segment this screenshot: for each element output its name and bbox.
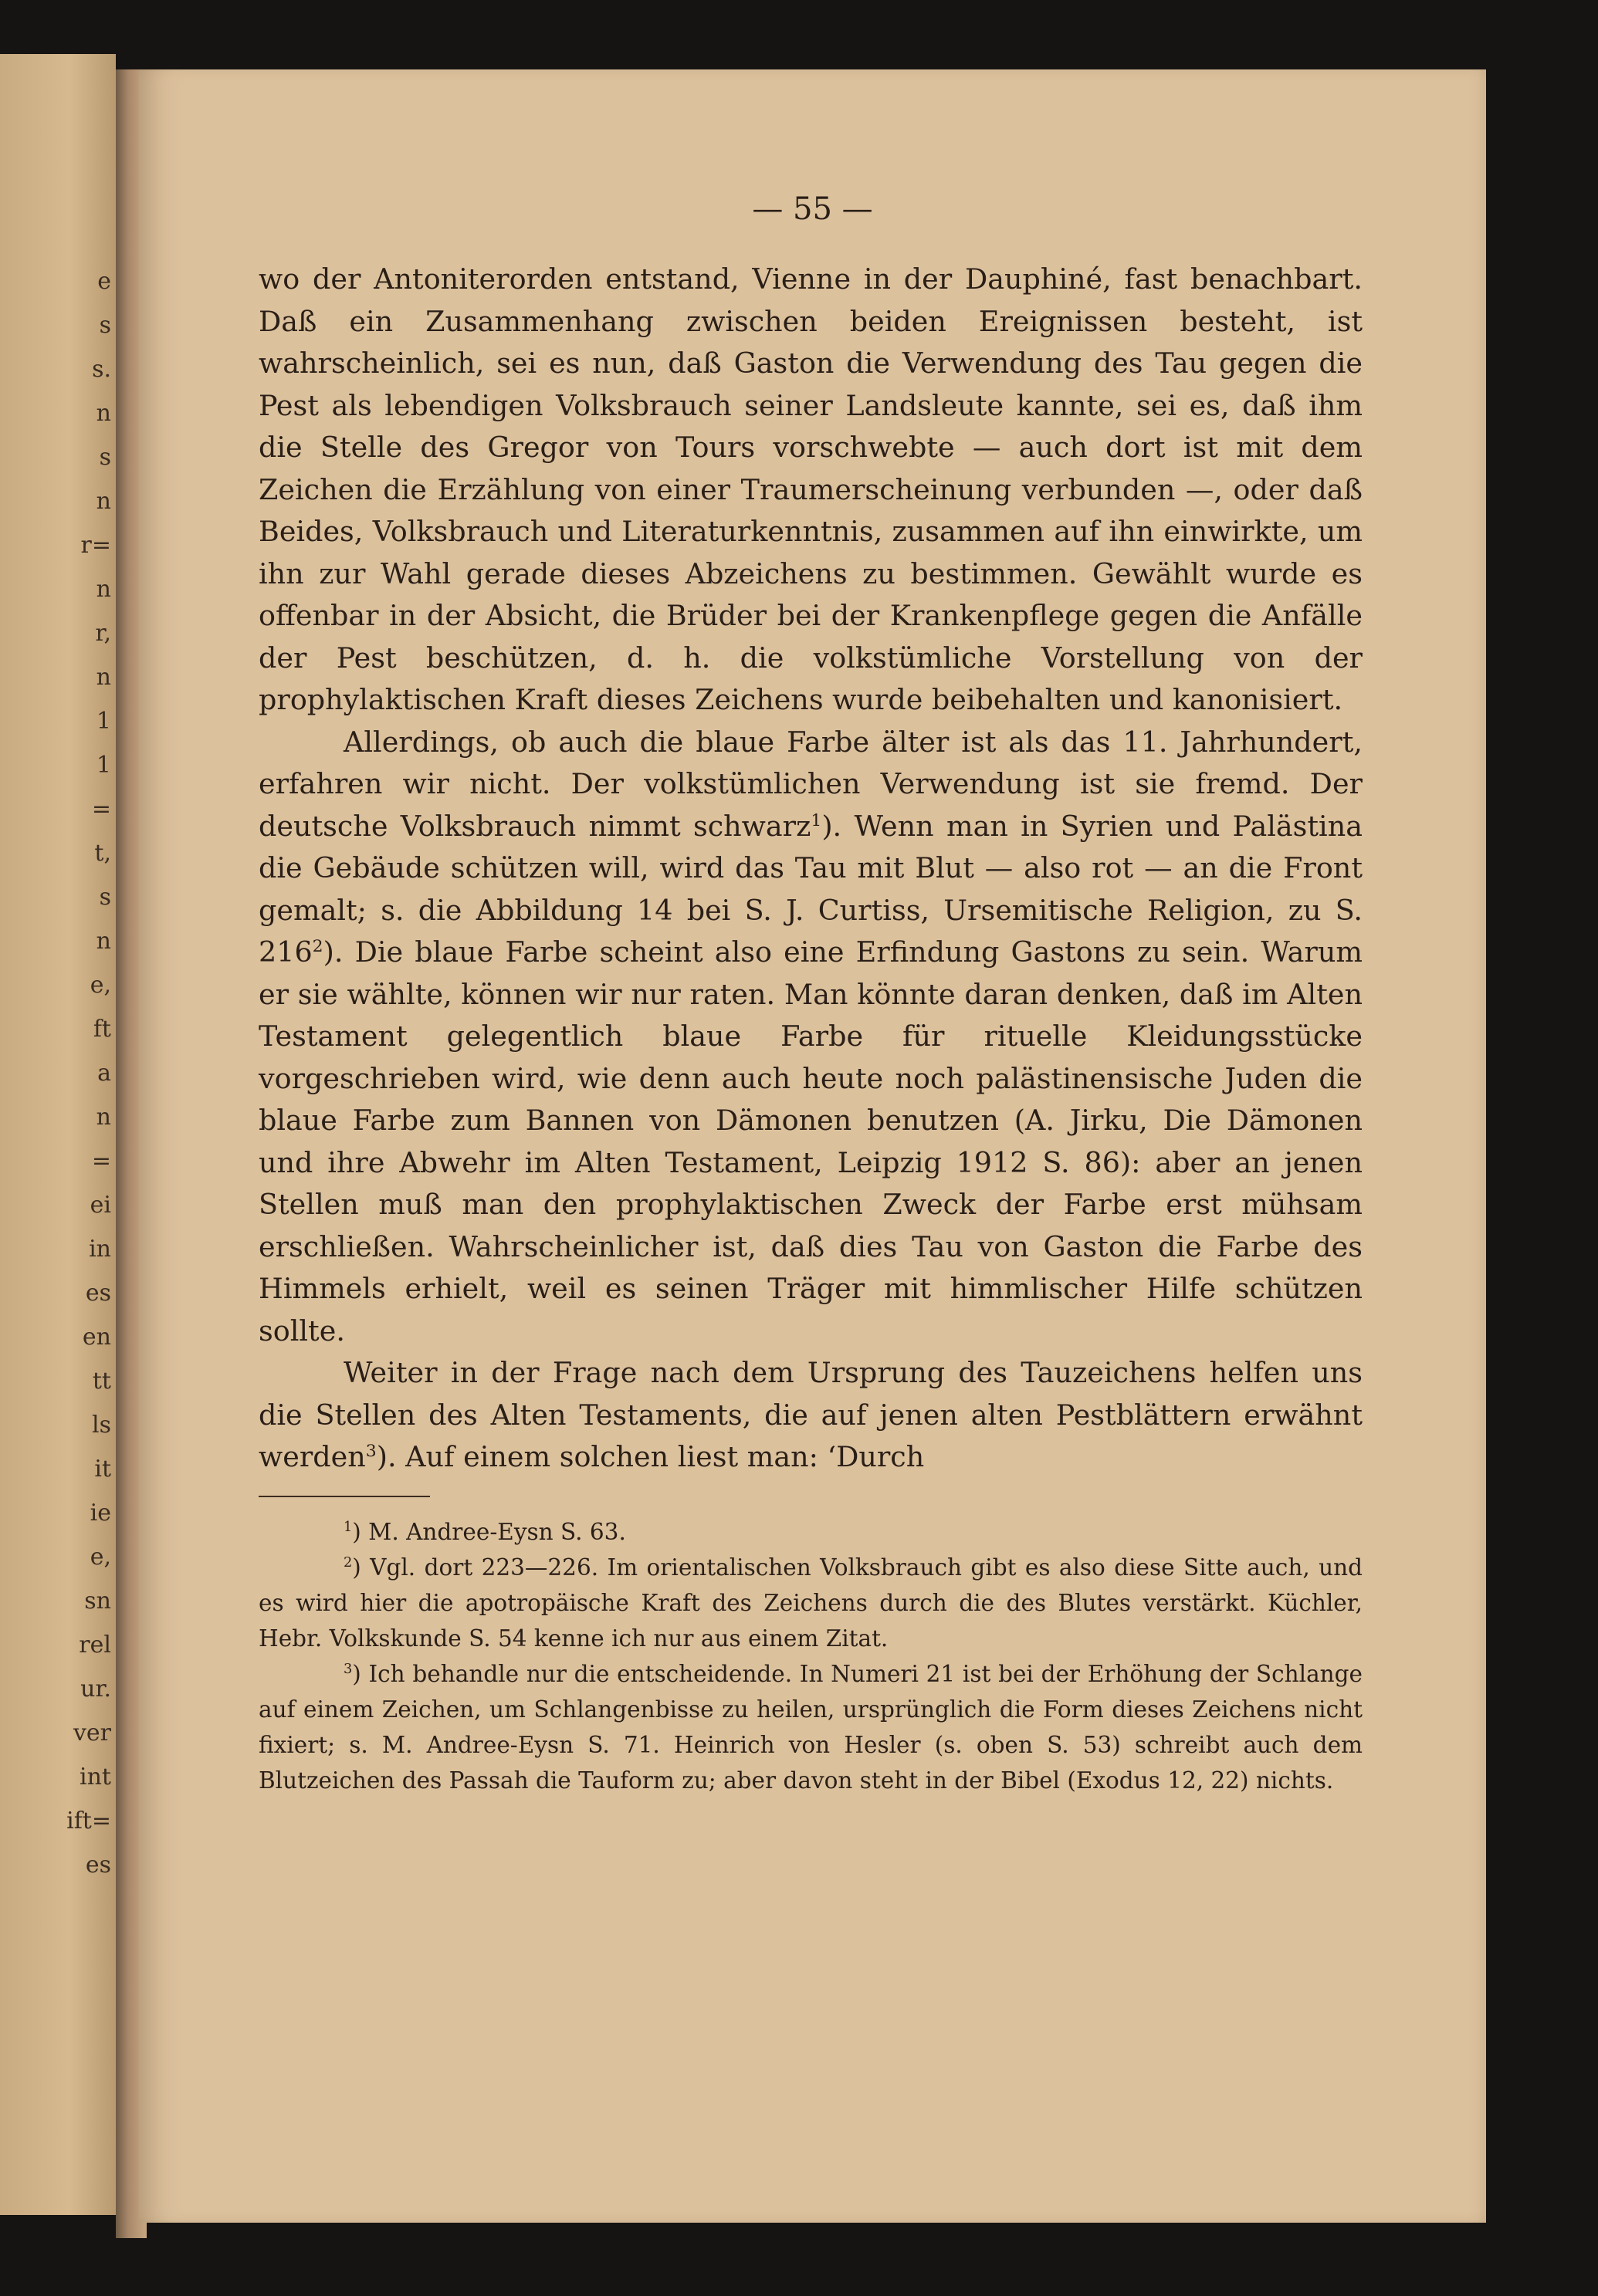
- paragraph-2-part-c: ). Die blaue Farbe scheint also eine Erfindung Gastons zu sein. Warum er sie wählte, können wir nur raten. Man könnte daran denken, daß im Alten Testament gelegentlich blaue Farbe für rituelle Kleidungsstücke vorgeschrieben wird, wie denn auch heute noch palästinensische Juden die blaue Farbe zum Bannen von Dämonen benutzen (A. Jirku, Die Dämonen und ihre Abwehr im Alten Testament, Leipzig 1912 S. 86): aber an jenen Stellen muß man den prophylaktischen Zweck der Farbe erst mühsam erschließen. Wahrscheinlicher ist, daß dies Tau von Gaston die Farbe des Himmels erhielt, weil es seinen Träger mit himmlischer Hilfe schützen sollte.: [259, 935, 1363, 1348]
- left-page-fragment: r,: [95, 620, 111, 647]
- left-page-fragment: s: [99, 312, 111, 339]
- left-page-fragment: es: [85, 1280, 111, 1307]
- footnote-3-mark: 3: [344, 1661, 353, 1677]
- left-page-fragment: n: [96, 664, 111, 691]
- left-page-fragment: n: [96, 928, 111, 955]
- left-page-fragment: e,: [90, 972, 111, 999]
- footnote-2-mark: 2: [344, 1554, 353, 1571]
- page-number: — 55 —: [752, 191, 873, 227]
- left-page-fragment: ft: [93, 1016, 111, 1043]
- paragraph-2-part-b: ). Wenn man in Syrien und Palästina die Gebäude schützen will, wird das Tau mit Blut — also rot — an die Front gemalt; s. die Abbildung 14 bei S. J. Curtiss, Ursemitische Religion, zu S. 216: [259, 809, 1363, 969]
- footnote-3: [259, 1656, 1363, 1798]
- left-page-fragment: en: [82, 1324, 111, 1351]
- previous-page-edge: [0, 54, 116, 2215]
- left-page-fragment: int: [80, 1763, 111, 1790]
- left-page-fragment: n: [96, 488, 111, 515]
- left-page-fragment: e,: [90, 1544, 111, 1571]
- paragraph-2-part-a: Allerdings, ob auch die blaue Farbe älter ist als das 11. Jahrhundert, erfahren wir nicht. Der volkstümlichen Verwendung ist sie fremd. Der deutsche Volksbrauch nimmt schwarz: [259, 725, 1363, 843]
- left-page-fragment: ver: [73, 1719, 111, 1747]
- left-page-fragment: ei: [90, 1192, 111, 1219]
- footnote-2: [259, 1550, 1363, 1656]
- left-page-fragment: n: [96, 400, 111, 427]
- left-page-fragment: s: [99, 884, 111, 911]
- footnote-1-mark: 1: [344, 1519, 353, 1535]
- footnote-divider: [259, 1496, 430, 1497]
- main-text: [259, 259, 1363, 1798]
- left-page-fragment: ur.: [80, 1676, 111, 1703]
- left-page-fragment: it: [94, 1456, 111, 1483]
- left-page-fragment: s: [99, 444, 111, 471]
- left-page-fragment: s.: [92, 356, 111, 383]
- left-page-fragment: sn: [84, 1588, 111, 1615]
- left-page-fragment: 1: [96, 708, 111, 735]
- left-page-fragment: t,: [94, 840, 111, 867]
- left-page-fragment: =: [91, 796, 111, 823]
- left-page-fragment: r=: [80, 532, 111, 559]
- left-page-fragment: in: [89, 1236, 111, 1263]
- book-page: [139, 69, 1486, 2223]
- footnote-ref-1: 1: [811, 810, 822, 830]
- paragraph-3-part-b: ). Auf einem solchen liest man: ‘Durch: [376, 1440, 925, 1473]
- footnote-ref-2: 2: [312, 936, 323, 956]
- left-page-fragment: rel: [79, 1632, 111, 1659]
- paragraph-2: [259, 722, 1363, 1353]
- footnote-2-text: ) Vgl. dort 223—226. Im orientalischen Volksbrauch gibt es also diese Sitte auch, und es wird hier die apotropäische Kraft des Zeichens durch die des Blutes verstärkt. Küchler, Hebr. Volkskunde S. 54 kenne ich nur aus einem Zitat.: [259, 1554, 1363, 1652]
- footnote-ref-3: 3: [365, 1441, 377, 1461]
- left-page-fragment: =: [91, 1148, 111, 1175]
- paragraph-1: wo der Antoniterorden entstand, Vienne in der Dauphiné, fast benachbart. Daß ein Zusammenhang zwischen beiden Ereignissen besteht, ist wahrscheinlich, sei es nun, daß Gaston die Verwendung des Tau gegen die Pest als lebendigen Volksbrauch seiner Landsleute kannte, sei es, daß ihm die Stelle des Gregor von Tours vorschwebte — auch dort ist mit dem Zeichen die Erzählung von einer Traumerscheinung verbunden —, oder daß Beides, Volksbrauch und Literaturkenntnis, zusammen auf ihn einwirkte, um ihn zur Wahl gerade dieses Abzeichens zu bestimmen. Gewählt wurde es offenbar in der Absicht, die Brüder bei der Krankenpflege gegen die Anfälle der Pest beschützen, d. h. die volkstümliche Vorstellung von der prophylaktischen Kraft dieses Zeichens wurde beibehalten und kanonisiert.: [259, 262, 1363, 716]
- left-page-fragment: ie: [90, 1500, 111, 1527]
- footnote-1: [259, 1514, 1363, 1550]
- left-page-fragment: 1: [96, 752, 111, 779]
- footnote-1-text: ) M. Andree-Eysn S. 63.: [352, 1518, 626, 1545]
- left-page-fragment: tt: [92, 1368, 111, 1395]
- left-page-fragment: ls: [92, 1412, 111, 1439]
- left-page-fragment: e: [97, 268, 111, 295]
- left-page-fragment: es: [85, 1851, 111, 1878]
- paragraph-3-part-a: Weiter in der Frage nach dem Ursprung des Tauzeichens helfen uns die Stellen des Alten Testaments, die auf jenen alten Pestblättern erwähnt werden: [259, 1356, 1363, 1473]
- left-page-fragment: n: [96, 576, 111, 603]
- left-page-fragment: ift=: [66, 1807, 111, 1834]
- left-page-fragment: n: [96, 1104, 111, 1131]
- left-page-fragment: a: [97, 1060, 111, 1087]
- footnote-3-text: ) Ich behandle nur die entscheidende. In Numeri 21 ist bei der Erhöhung der Schlange auf einem Zeichen, um Schlangenbisse zu heilen, ursprünglich die Form dieses Zeichens nicht fixiert; s. M. Andree-Eysn S. 71. Heinrich von Hesler (s. oben S. 53) schreibt auch dem Blutzeichen des Passah die Tauform zu; aber davon steht in der Bibel (Exodus 12, 22) nichts.: [259, 1660, 1363, 1794]
- paragraph-3: [259, 1352, 1363, 1479]
